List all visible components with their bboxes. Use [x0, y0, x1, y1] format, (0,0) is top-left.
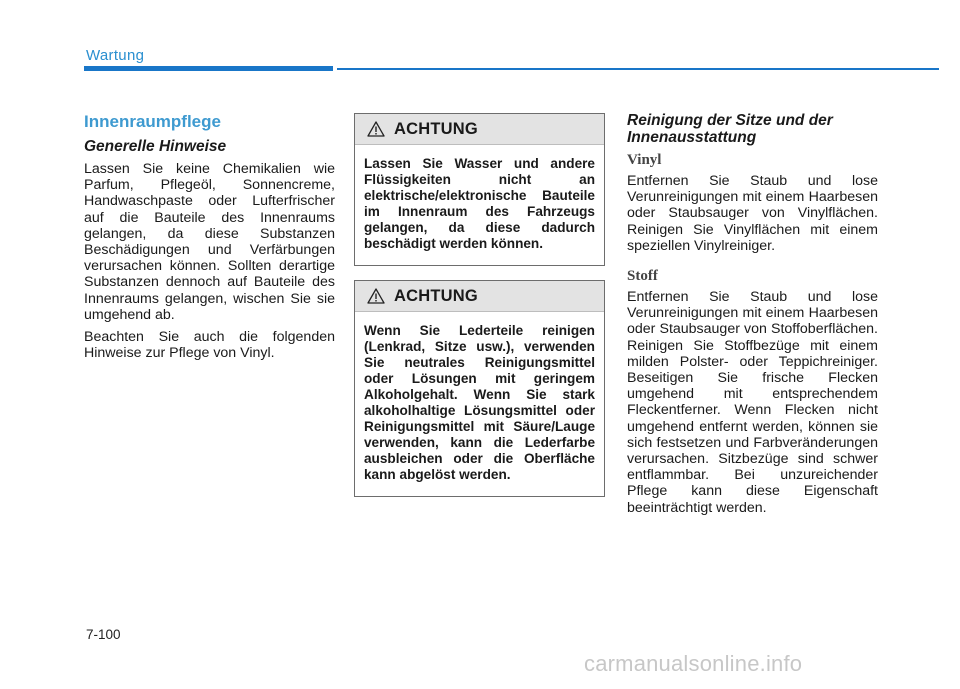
section-label: Wartung: [86, 47, 145, 64]
warning-text: Lassen Sie Wasser und andere Flüssigkeiten nicht an elektrische/elektronische Bauteile im Innenraum des Fahrzeugs gelangen, da diese dadurch beschädigt werden können.: [364, 156, 595, 251]
stoff-heading: Stoff: [627, 268, 658, 285]
column-middle: [354, 113, 605, 511]
page-number: 7-100: [86, 627, 121, 642]
paragraph: Lassen Sie keine Chemikalien wie Parfum, Pflegeöl, Sonnencreme, Handwaschpaste oder Lufterfrischer auf die Bauteile des Innenraums gelangen, da diese Substanzen Beschädigungen und Verfärbungen verursachen können. Sollten derartige Substanzen dennoch auf Bauteile des Innenraums gelangen, wischen Sie sie umgehend ab.: [84, 161, 335, 323]
warning-text: Wenn Sie Lederteile reinigen (Lenkrad, Sitze usw.), verwenden Sie neutrales Reinigungsmittel oder Lösungen mit geringem Alkoholgehalt. Wenn Sie stark alkoholhaltige Lösungsmittel oder Reinigungsmittel mit Säure/Lauge verwenden, kann die Lederfarbe ausbleichen oder die Oberfläche kann abgelöst werden.: [364, 323, 595, 482]
warning-triangle-icon: [367, 288, 385, 304]
vinyl-heading: Vinyl: [627, 152, 662, 168]
section-title: Innenraumpflege: [84, 112, 221, 131]
warning-box: [354, 113, 605, 266]
warning-title: ACHTUNG: [394, 286, 478, 305]
stoff-paragraph: Entfernen Sie Staub und lose Verunreinigungen mit einem Haarbesen oder Staubsauger von Stoffoberflächen. Reinigen Sie Stoffbezüge mit einem milden Polster- oder Teppichreiniger. Beseitigen Sie frische Flecken umgehend mit entsprechendem Fleckentferner. Wenn Flecken nicht umgehend entfernt werden, können sie sich festsetzen und Farbveränderungen verursachen. Sitzbezüge sind schwer entflammbar. Bei unzureichender Pflege kann diese Eigenschaft beeinträchtigt werden.: [627, 289, 878, 516]
header-rule-thick: [84, 66, 333, 71]
subsection-title: Generelle Hinweise: [84, 138, 227, 155]
warning-box: [354, 280, 605, 497]
vinyl-paragraph: Entfernen Sie Staub und lose Verunreinigungen mit einem Haarbesen oder Staubsauger von Vinylflächen. Reinigen Sie Vinylflächen mit einem speziellen Vinylreiniger.: [627, 173, 878, 254]
warning-title: ACHTUNG: [394, 119, 478, 138]
warning-triangle-icon: [367, 121, 385, 137]
paragraph: Beachten Sie auch die folgenden Hinweise zur Pflege von Vinyl.: [84, 329, 335, 362]
column-right: [627, 112, 878, 522]
warning-header: [355, 114, 604, 145]
header-rule-thin: [337, 68, 939, 70]
subsection-title: Reinigung der Sitze und der Innenausstattung: [627, 112, 833, 146]
column-left: [84, 108, 335, 367]
watermark: carmanualsonline.info: [584, 651, 803, 676]
warning-header: [355, 281, 604, 312]
